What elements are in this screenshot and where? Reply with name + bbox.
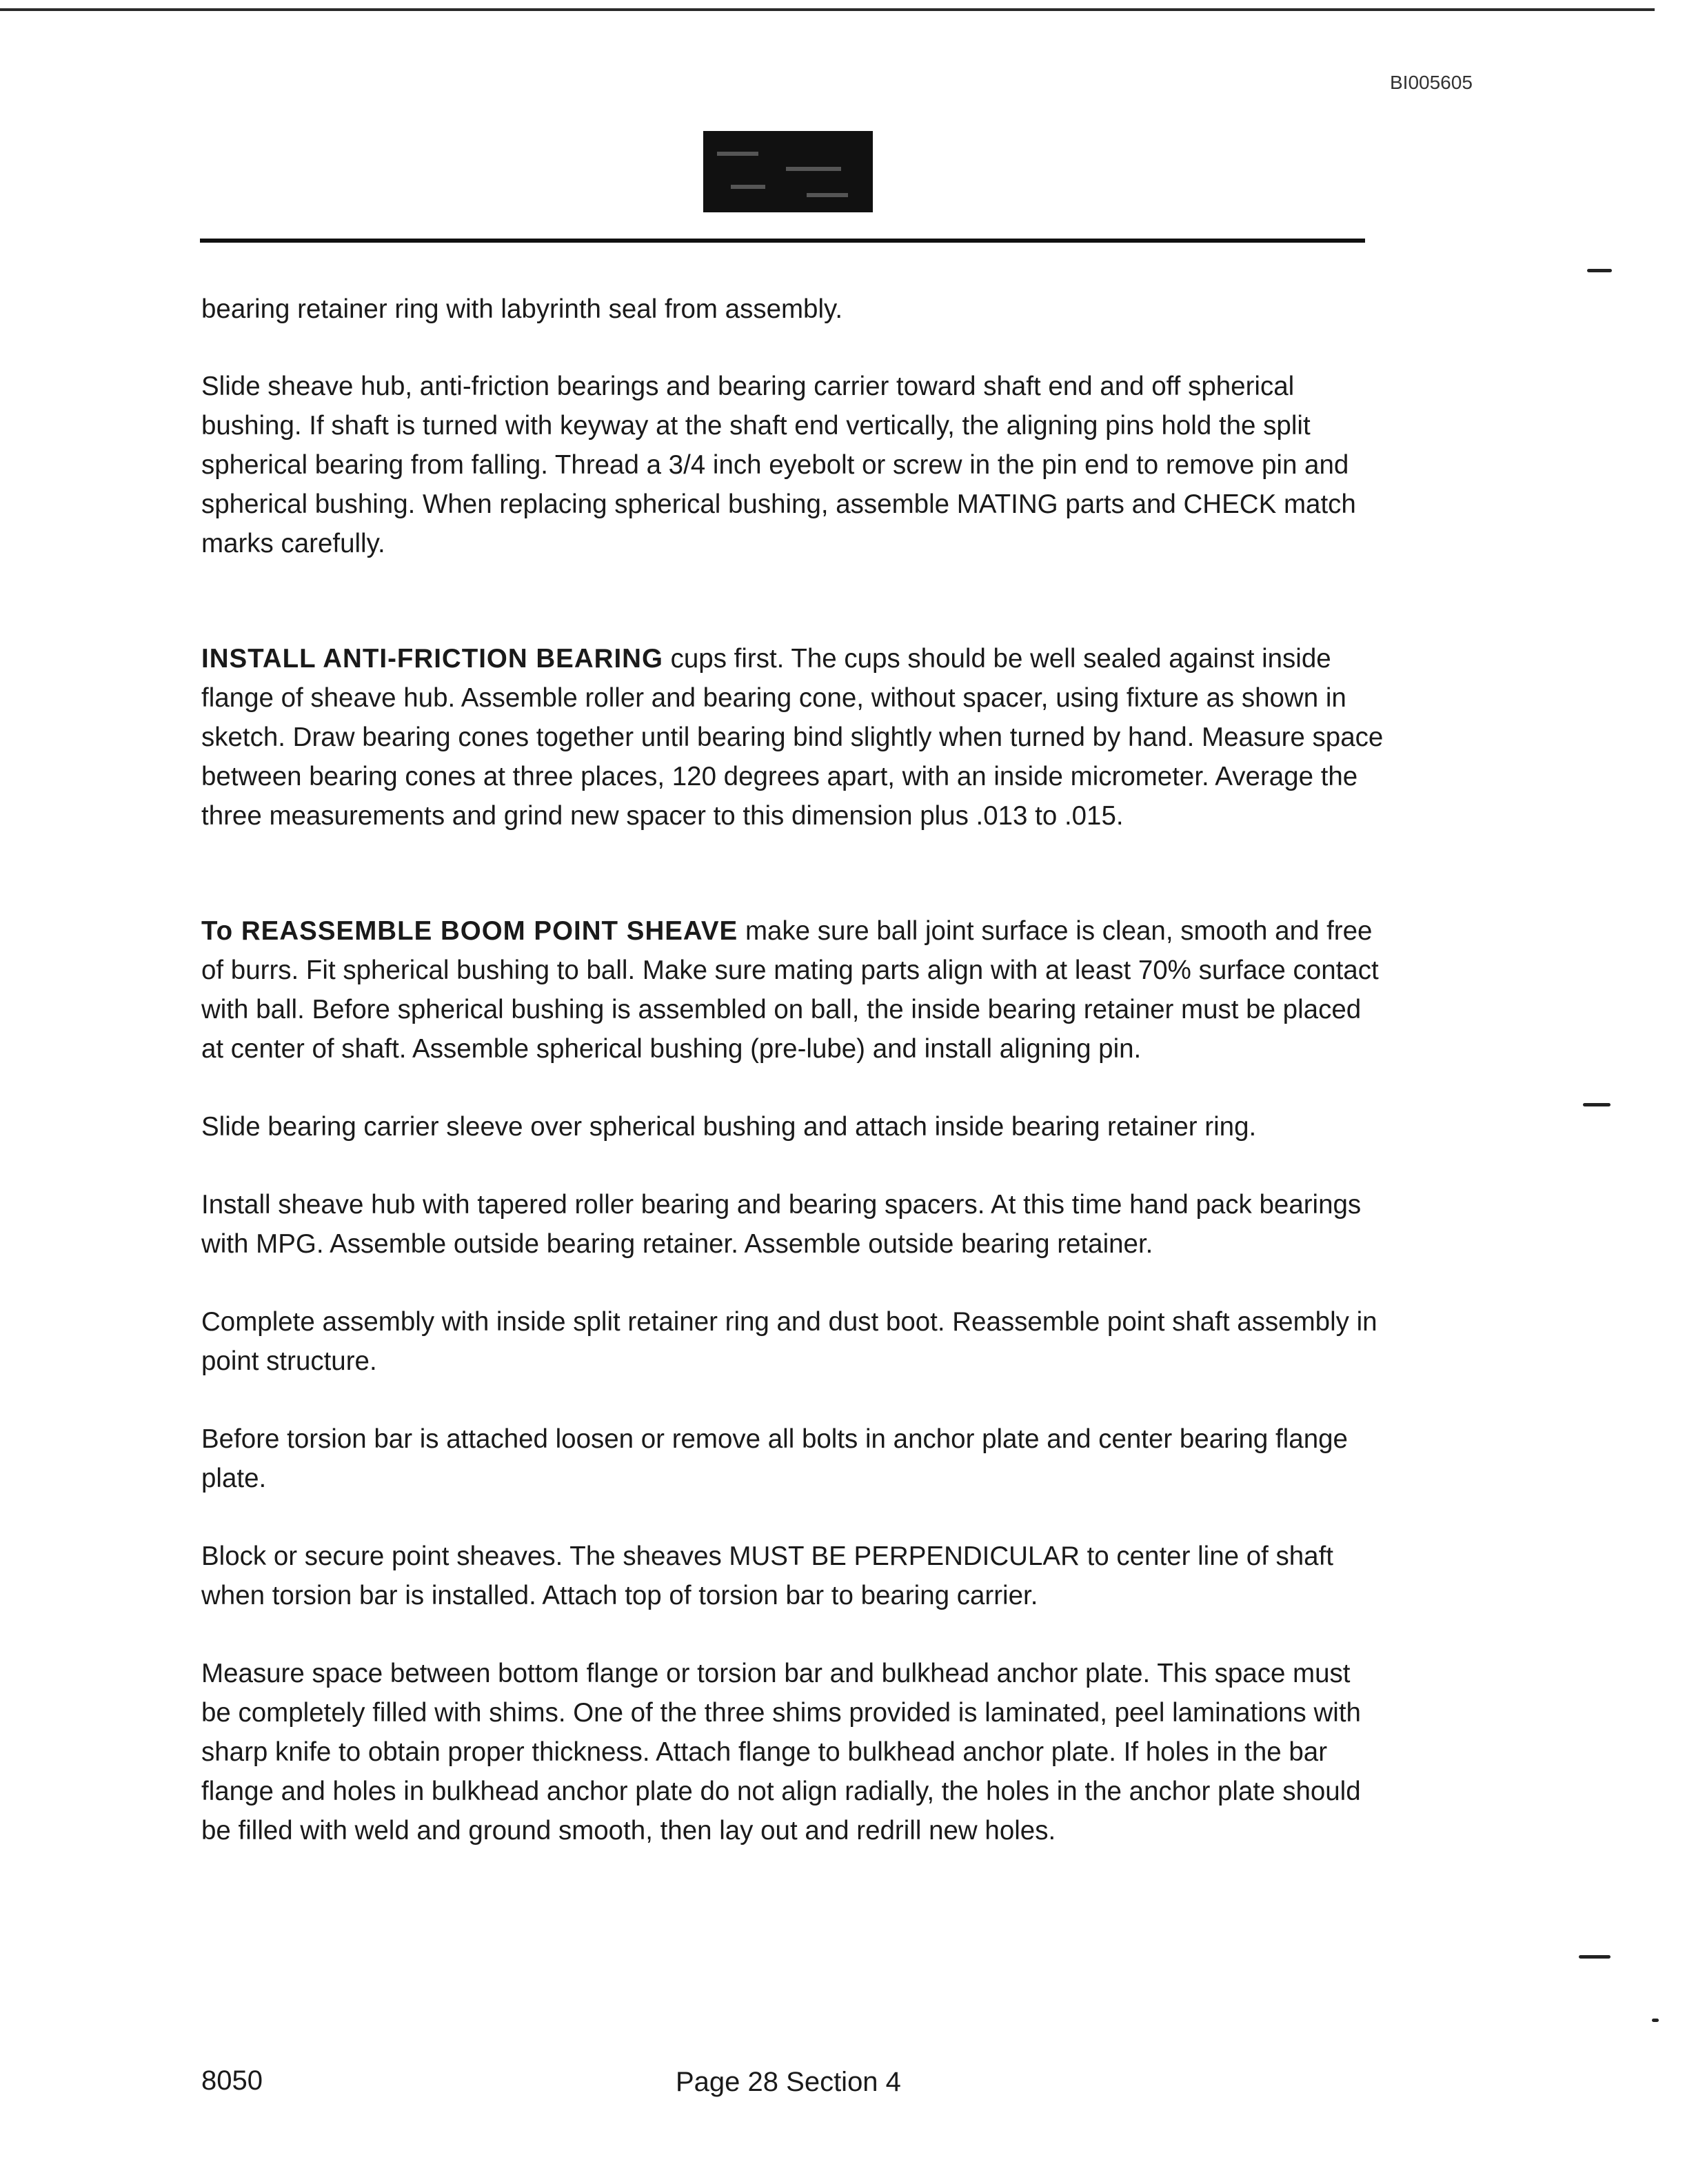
document-id: BI005605 bbox=[1390, 72, 1473, 93]
scan-mark bbox=[1587, 269, 1612, 272]
paragraph-4-heading: To REASSEMBLE BOOM POINT SHEAVE bbox=[201, 916, 738, 946]
paragraph-1-text: bearing retainer ring with labyrinth seal from assembly. bbox=[201, 294, 843, 324]
paragraph-1 bbox=[201, 290, 1384, 329]
logo-texture bbox=[703, 131, 873, 212]
paragraph-6-text: Install sheave hub with tapered roller bearing and bearing spacers. At this time hand pack bearings with MPG. Assemble outside bearing retainer. Assemble outside bearing retainer. bbox=[201, 1190, 1362, 1259]
scan-mark bbox=[1579, 1955, 1611, 1959]
paragraph-2-text: Slide sheave hub, anti-friction bearings and bearing carrier toward shaft end and off spherical bushing. If shaft is turned with keyway at the shaft end vertically, the aligning pins hold the split spherical bearing from falling. Thread a 3/4 inch eyebolt or screw in the pin end to remove pin and spherical bushing. When replacing spherical bushing, assemble MATING parts and CHECK match marks carefully. bbox=[201, 372, 1356, 558]
paragraph-10 bbox=[201, 1654, 1384, 1850]
paragraph-9 bbox=[201, 1537, 1384, 1615]
paragraph-4-text: make sure ball joint surface is clean, smooth and free of burrs. Fit spherical bushing to ball. Make sure mating parts align with at least 70% surface contact with ball. Before spherical bushing is assembled on ball, the inside bearing retainer must be placed at center of shaft. Assemble spherical bushing (pre-lube) and install aligning pin. bbox=[201, 916, 1379, 1064]
paragraph-5 bbox=[201, 1107, 1384, 1146]
top-scan-rule bbox=[0, 8, 1655, 11]
footer-page-label: Page 28 Section 4 bbox=[676, 2067, 901, 2097]
paragraph-7 bbox=[201, 1302, 1384, 1381]
paragraph-7-text: Complete assembly with inside split retainer ring and dust boot. Reassemble point shaft assembly in point structure. bbox=[201, 1307, 1377, 1376]
paragraph-5-text: Slide bearing carrier sleeve over spherical bushing and attach inside bearing retainer ring. bbox=[201, 1112, 1257, 1142]
scan-mark bbox=[1652, 2019, 1659, 2022]
body-text bbox=[201, 290, 1384, 1850]
paragraph-10-text: Measure space between bottom flange or torsion bar and bulkhead anchor plate. This space must be completely filled with shims. One of the three shims provided is laminated, peel laminations with sharp knife to obtain proper thickness. Attach flange to bulkhead anchor plate. If holes in the bar flange and holes in bulkhead anchor plate do not align radially, the holes in the anchor plate should be filled with weld and ground smooth, then lay out and redrill new holes. bbox=[201, 1659, 1361, 1846]
paragraph-9-text: Block or secure point sheaves. The sheaves MUST BE PERPENDICULAR to center line of shaft when torsion bar is installed. Attach top of torsion bar to bearing carrier. bbox=[201, 1541, 1333, 1610]
paragraph-8 bbox=[201, 1419, 1384, 1498]
footer-model-number: 8050 bbox=[201, 2065, 263, 2096]
scan-mark bbox=[1583, 1103, 1611, 1106]
company-logo bbox=[703, 131, 873, 212]
paragraph-4 bbox=[201, 911, 1384, 1069]
paragraph-3-heading: INSTALL ANTI-FRICTION BEARING bbox=[201, 644, 663, 674]
paragraph-8-text: Before torsion bar is attached loosen or remove all bolts in anchor plate and center bearing flange plate. bbox=[201, 1424, 1348, 1493]
paragraph-3-text: cups first. The cups should be well sealed against inside flange of sheave hub. Assemble roller and bearing cone, without spacer, using fixture as shown in sketch. Draw bearing cones together until bearing bind slightly when turned by hand. Measure space between bearing cones at three places, 120 degrees apart, with an inside micrometer. Average the three measurements and grind new spacer to this dimension plus .013 to .015. bbox=[201, 644, 1384, 831]
paragraph-3 bbox=[201, 639, 1384, 836]
paragraph-2 bbox=[201, 367, 1384, 563]
header-rule bbox=[200, 239, 1365, 243]
paragraph-6 bbox=[201, 1185, 1384, 1264]
